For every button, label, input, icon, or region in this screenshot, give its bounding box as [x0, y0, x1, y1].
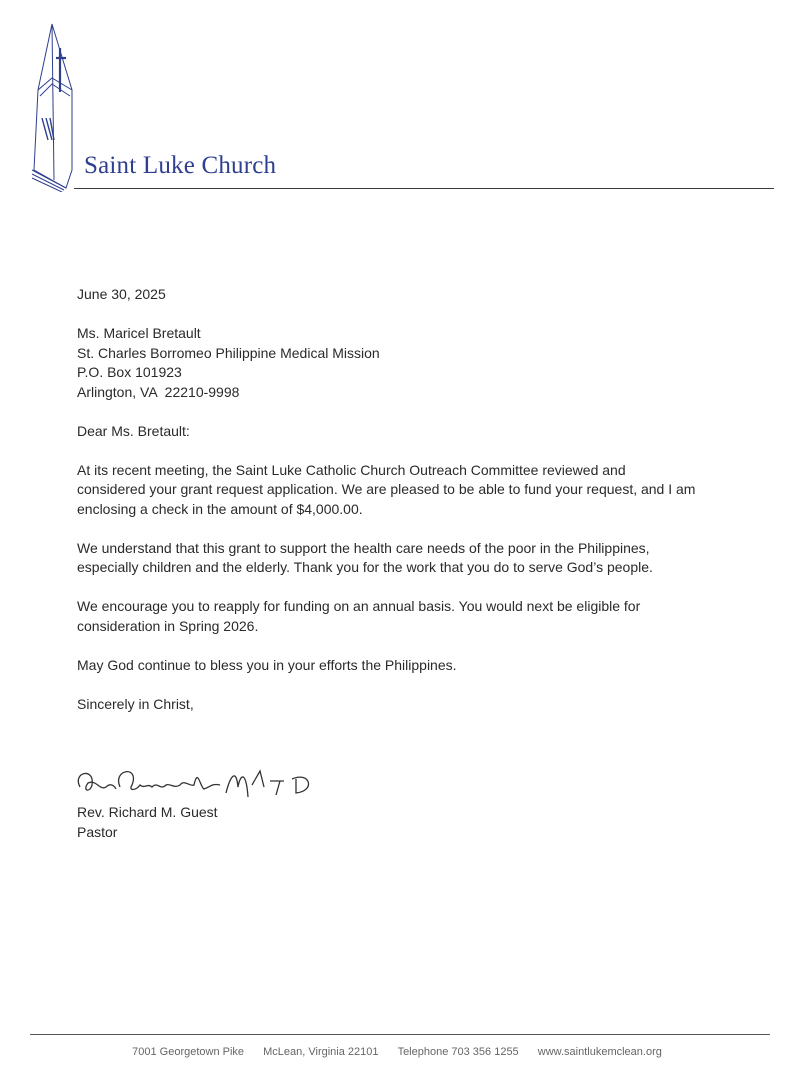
closing: Sincerely in Christ,: [77, 695, 194, 712]
signer-title: Pastor: [77, 823, 118, 840]
footer-website[interactable]: www.saintlukemclean.org: [537, 1046, 662, 1058]
recipient-name: Ms. Maricel Bretault: [77, 325, 201, 341]
letter-date: June 30, 2025: [77, 286, 166, 302]
signer-name: Rev. Richard M. Guest: [77, 804, 218, 820]
paragraph: At its recent meeting, the Saint Luke Catholic Church Outreach Committee reviewed and considered your grant request application. We are pleased to be able to fund your request, and I am enclosing a check in the amount of $4,000.00.: [77, 461, 696, 517]
salutation: Dear Ms. Bretault:: [77, 422, 190, 439]
footer-telephone: Telephone 703 356 1255: [397, 1046, 519, 1058]
footer-divider: [30, 1034, 770, 1035]
footer-street: 7001 Georgetown Pike: [132, 1046, 245, 1058]
paragraph: We encourage you to reapply for funding on an annual basis. You would next be eligible for consideration in Spring 2026.: [77, 598, 641, 634]
paragraph: May God continue to bless you in your efforts the Philippines.: [77, 656, 457, 673]
header-divider: [74, 188, 774, 189]
letterhead-organization: Saint Luke Church: [84, 152, 277, 179]
footer: [0, 1046, 794, 1058]
recipient-address-line1: P.O. Box 101923: [77, 364, 182, 380]
footer-city: McLean, Virginia 22101: [263, 1046, 379, 1058]
recipient-organization: St. Charles Borromeo Philippine Medical Mission: [77, 344, 380, 361]
recipient-address-line2: Arlington, VA 22210-9998: [77, 383, 240, 400]
paragraph: We understand that this grant to support the health care needs of the poor in the Philippines, especially children and the elderly. Thank you for the work that you do to serve God’s people.: [77, 539, 653, 575]
letter-body: [77, 285, 777, 714]
church-tower-logo: [28, 20, 88, 192]
